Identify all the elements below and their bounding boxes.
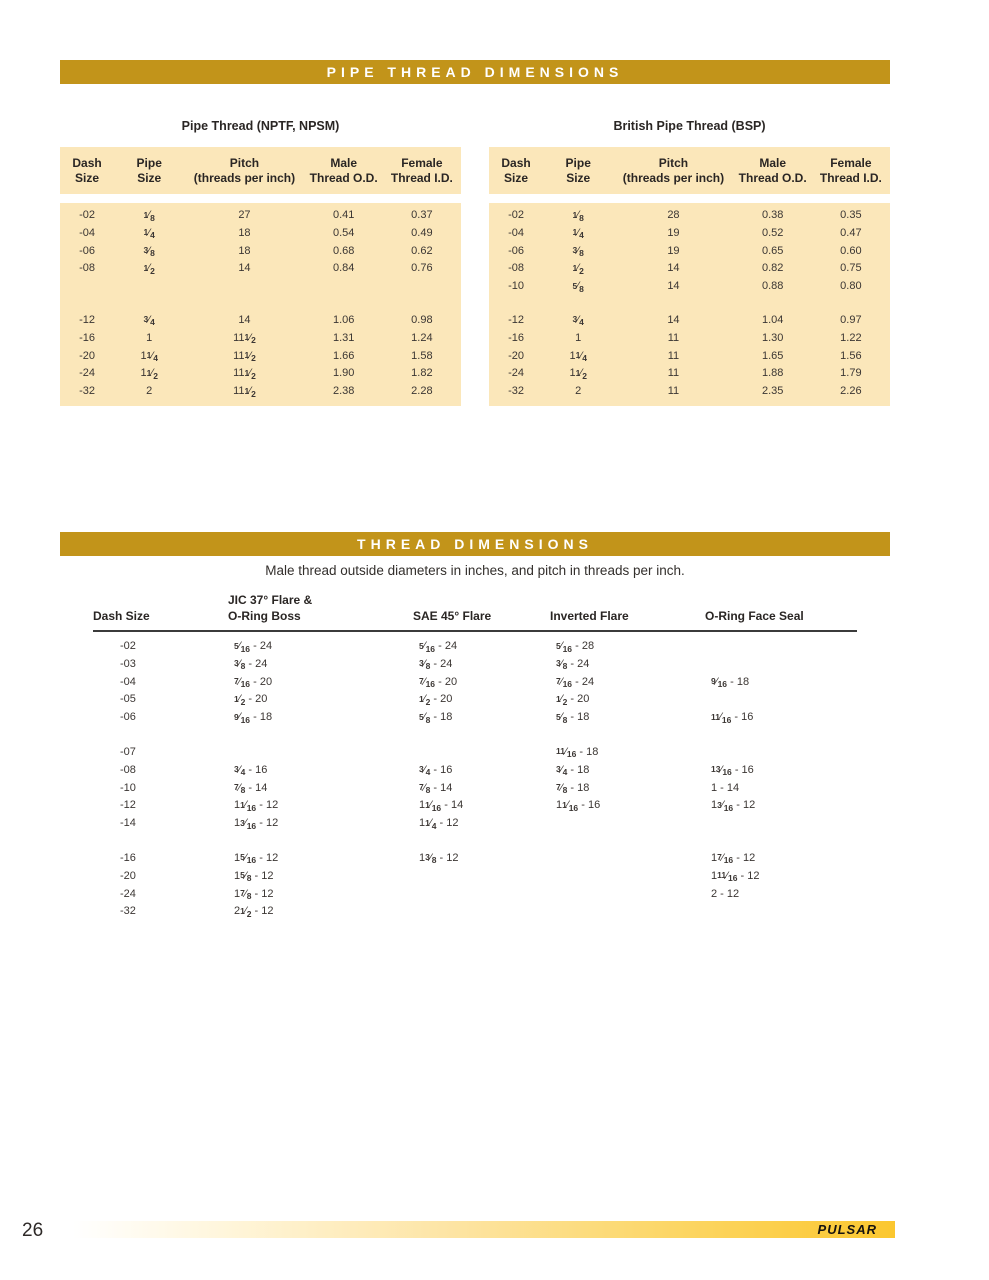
- thread-table-subtitle: Male thread outside diameters in inches, and pitch in threads per inch.: [265, 563, 685, 578]
- cell: 14: [238, 313, 251, 326]
- cell: [60, 278, 114, 296]
- cell: [705, 691, 857, 709]
- table-row: [489, 312, 890, 330]
- cell: $^7⁄_{16} - 20$: [419, 675, 458, 690]
- cell: $1^1⁄_2$: [569, 367, 587, 381]
- table-row: [93, 762, 857, 780]
- table-row: [489, 330, 890, 348]
- cell: $^{13}⁄_{16} - 16$: [711, 763, 754, 778]
- cell: -24: [79, 367, 96, 380]
- table-row: [60, 348, 461, 366]
- cell: -12: [79, 313, 96, 326]
- cell: 0.54: [332, 226, 355, 239]
- table-row: [489, 348, 890, 366]
- table-row: [489, 207, 890, 225]
- table-row: [60, 365, 461, 383]
- table-row: [60, 383, 461, 401]
- cell: 1.90: [332, 367, 355, 380]
- cell: $^1⁄_8$: [143, 209, 155, 223]
- cell: $1^5⁄_{16} - 12$: [234, 851, 279, 866]
- cell: 1.30: [761, 331, 784, 344]
- cell: 14: [667, 262, 680, 275]
- cell: [413, 886, 550, 904]
- cell: $11^1⁄_2$: [233, 385, 256, 399]
- cell: $^7⁄_8 - 14$: [234, 781, 268, 796]
- cell: -16: [120, 851, 136, 864]
- table-row: [93, 780, 857, 798]
- cell: $^3⁄_4$: [143, 313, 155, 328]
- cell: $1^3⁄_8 - 12$: [419, 851, 459, 866]
- thread-table-header: [93, 592, 857, 632]
- table-row: [93, 815, 857, 833]
- cell: 1 - 14: [711, 781, 740, 794]
- cell: 0.97: [840, 313, 862, 326]
- table-row: [489, 243, 890, 261]
- cell: $^1⁄_4$: [572, 226, 584, 241]
- cell: 0.68: [332, 244, 355, 257]
- table-row: [93, 709, 857, 727]
- cell: [705, 744, 857, 762]
- cell: $^3⁄_4 - 16$: [234, 763, 268, 778]
- cell: [413, 868, 550, 886]
- cell: -04: [120, 675, 136, 688]
- table-row: [60, 330, 461, 348]
- cell: -12: [120, 799, 136, 812]
- thread-dimensions-banner: [60, 532, 890, 556]
- cell: $^7⁄_{16} - 20$: [234, 675, 273, 690]
- cell: 0.62: [411, 244, 433, 257]
- cell: [184, 278, 304, 296]
- cell: 28: [667, 209, 680, 221]
- cell: -32: [508, 385, 525, 398]
- nptf-table-title: Pipe Thread (NPTF, NPSM): [181, 119, 340, 133]
- table-row: [60, 207, 461, 225]
- cell: 1: [146, 331, 153, 344]
- column-header: Pipe Size: [136, 155, 162, 185]
- cell: $11^1⁄_2$: [233, 331, 256, 346]
- cell: 1.82: [411, 367, 433, 380]
- cell: $^{11}⁄_{16} - 16$: [711, 711, 754, 725]
- cell: -06: [120, 711, 136, 724]
- table-row: [489, 260, 890, 278]
- cell: -32: [79, 385, 96, 398]
- cell: $1^1⁄_{16} - 14$: [419, 799, 464, 813]
- cell: -12: [508, 313, 525, 326]
- cell: [114, 278, 184, 296]
- cell: -02: [120, 640, 136, 652]
- cell: 0.47: [840, 226, 862, 239]
- cell: -04: [508, 226, 525, 239]
- cell: 14: [667, 313, 680, 326]
- cell: -03: [120, 657, 136, 670]
- column-header: JIC 37° Flare & O-Ring Boss: [228, 593, 313, 623]
- table-row: [93, 850, 857, 868]
- cell: $1^1⁄_{16} - 16$: [556, 799, 601, 813]
- cell: 1: [575, 331, 582, 344]
- cell: 2 - 12: [711, 887, 740, 900]
- table-body: [60, 203, 461, 406]
- cell: $^5⁄_{16} - 24$: [419, 640, 458, 654]
- thread-table-rows: [93, 638, 857, 921]
- table-row: [93, 691, 857, 709]
- cell: 1.04: [761, 313, 784, 326]
- cell: -32: [120, 905, 136, 918]
- cell: 1.31: [332, 331, 355, 344]
- row-group: [60, 207, 461, 296]
- cell: 1.79: [840, 367, 862, 380]
- cell: $^5⁄_{16} - 24$: [234, 640, 273, 654]
- column-header: SAE 45° Flare: [413, 609, 492, 623]
- cell: 0.60: [840, 244, 862, 257]
- cell: 0.80: [840, 280, 862, 293]
- column-header: Pitch (threads per inch): [622, 155, 725, 185]
- cell: -06: [508, 244, 525, 257]
- cell: -16: [79, 331, 96, 344]
- column-header: Male Thread O.D.: [738, 155, 807, 185]
- cell: -10: [120, 781, 136, 794]
- cell: [413, 744, 550, 762]
- table-header: [60, 147, 461, 194]
- pulsar-logo: PULSAR: [817, 1222, 877, 1237]
- table-row: [489, 383, 890, 401]
- table-row: [60, 260, 461, 278]
- table-row: [93, 868, 857, 886]
- cell: -08: [79, 262, 96, 275]
- section1-title: PIPE THREAD DIMENSIONS: [326, 64, 624, 80]
- table-row: [93, 744, 857, 762]
- cell: -08: [120, 763, 136, 776]
- cell: $1^1⁄_2$: [140, 367, 158, 381]
- cell: $^1⁄_2$: [143, 262, 155, 276]
- cell: $^5⁄_8 - 18$: [419, 711, 453, 725]
- table-row: [93, 903, 857, 921]
- cell: 0.49: [411, 226, 433, 239]
- cell: -24: [508, 367, 525, 380]
- cell: -02: [79, 209, 96, 221]
- nptf-table: [60, 147, 461, 406]
- cell: [383, 278, 461, 296]
- cell: 0.37: [411, 209, 433, 221]
- cell: 1.88: [761, 367, 784, 380]
- cell: 11: [667, 367, 680, 380]
- cell: [413, 903, 550, 921]
- bsp-table: [489, 147, 890, 406]
- cell: -14: [120, 817, 136, 830]
- table-body: [489, 203, 890, 406]
- cell: $11^1⁄_2$: [233, 367, 256, 381]
- cell: 0.84: [332, 262, 355, 275]
- cell: $^3⁄_8$: [143, 244, 155, 259]
- cell: 0.38: [761, 209, 784, 221]
- cell: 1.22: [840, 331, 862, 344]
- cell: $1^7⁄_{16} - 12$: [711, 851, 756, 866]
- cell: $1^3⁄_{16} - 12$: [711, 799, 756, 813]
- cell: $^1⁄_2$: [572, 262, 584, 276]
- cell: $^5⁄_8 - 18$: [556, 711, 590, 725]
- cell: $1^{11}⁄_{16} - 12$: [711, 869, 760, 884]
- cell: -20: [508, 349, 525, 362]
- cell: [705, 903, 857, 921]
- cell: 2: [146, 385, 153, 398]
- table-row: [93, 674, 857, 692]
- table-row: [489, 278, 890, 296]
- table-row: [60, 225, 461, 243]
- cell: 2: [575, 385, 582, 398]
- cell: $^1⁄_4$: [143, 226, 155, 241]
- cell: -24: [120, 887, 136, 900]
- cell: 1.66: [332, 349, 355, 362]
- pipe-thread-dimensions-banner: [60, 60, 890, 84]
- cell: [550, 903, 705, 921]
- column-header: Dash Size: [501, 155, 531, 185]
- cell: 19: [667, 226, 680, 239]
- column-header: Inverted Flare: [550, 609, 629, 623]
- column-header: Dash Size: [93, 609, 150, 623]
- bsp-table-title: British Pipe Thread (BSP): [613, 119, 766, 133]
- cell: 11: [667, 331, 680, 344]
- cell: $^1⁄_2 - 20$: [419, 693, 453, 707]
- cell: $1^1⁄_4$: [140, 349, 158, 364]
- cell: $1^1⁄_4$: [569, 349, 587, 364]
- cell: $^7⁄_8 - 18$: [556, 781, 590, 796]
- cell: 0.76: [411, 262, 433, 275]
- cell: 1.65: [761, 349, 784, 362]
- cell: $^5⁄_{16} - 28$: [556, 640, 595, 654]
- cell: [705, 656, 857, 674]
- cell: [550, 850, 705, 868]
- column-header: Dash Size: [72, 155, 102, 185]
- cell: 0.65: [761, 244, 784, 257]
- cell: $^3⁄_4$: [572, 313, 584, 328]
- cell: 2.26: [840, 385, 862, 398]
- cell: -10: [508, 280, 525, 293]
- cell: $^1⁄_8$: [572, 209, 584, 223]
- cell: [550, 886, 705, 904]
- table-row: [489, 365, 890, 383]
- cell: 19: [667, 244, 680, 257]
- cell: 1.06: [332, 313, 355, 326]
- cell: $^9⁄_{16} - 18$: [711, 675, 750, 690]
- cell: $^{11}⁄_{16} - 18$: [556, 745, 599, 760]
- cell: $^3⁄_8 - 24$: [419, 657, 453, 672]
- row-group: [93, 850, 857, 921]
- cell: $11^1⁄_2$: [233, 349, 256, 364]
- cell: $^3⁄_4 - 18$: [556, 763, 590, 778]
- table-row: [489, 225, 890, 243]
- row-group: [60, 312, 461, 401]
- column-header: Pipe Size: [565, 155, 591, 185]
- cell: 27: [238, 209, 251, 221]
- cell: $1^7⁄_8 - 12$: [234, 887, 274, 902]
- cell: 1.56: [840, 349, 862, 362]
- cell: 2.38: [332, 385, 355, 398]
- table-row: [60, 243, 461, 261]
- cell: $2^1⁄_2 - 12$: [234, 905, 274, 919]
- table-row: [93, 656, 857, 674]
- cell: $^1⁄_2 - 20$: [234, 693, 268, 707]
- cell: [550, 815, 705, 833]
- cell: $^3⁄_4 - 16$: [419, 763, 453, 778]
- cell: -08: [508, 262, 525, 275]
- cell: 1.24: [411, 331, 433, 344]
- cell: [705, 815, 857, 833]
- cell: -20: [79, 349, 96, 362]
- pipe-thread-tables: [60, 147, 890, 406]
- column-header: Female Thread I.D.: [390, 155, 453, 185]
- cell: $1^3⁄_{16} - 12$: [234, 817, 279, 831]
- cell: $^7⁄_{16} - 24$: [556, 675, 595, 690]
- cell: [705, 638, 857, 656]
- cell: 2.35: [761, 385, 784, 398]
- cell: 18: [238, 226, 251, 239]
- cell: 18: [238, 244, 251, 257]
- cell: [305, 278, 383, 296]
- cell: 11: [667, 385, 680, 398]
- cell: $1^1⁄_4 - 12$: [419, 817, 459, 831]
- cell: $1^1⁄_{16} - 12$: [234, 799, 279, 813]
- cell: $^3⁄_8 - 24$: [556, 657, 590, 672]
- column-header: O-Ring Face Seal: [705, 609, 804, 623]
- cell: 0.35: [840, 209, 862, 221]
- cell: $^9⁄_{16} - 18$: [234, 711, 273, 725]
- cell: $^1⁄_2 - 20$: [556, 693, 590, 707]
- row-group: [489, 207, 890, 296]
- cell: 14: [238, 262, 251, 275]
- cell: -02: [508, 209, 525, 221]
- footer-gradient-bar: [73, 1221, 895, 1238]
- table-row: [93, 638, 857, 656]
- column-header: Female Thread I.D.: [819, 155, 882, 185]
- cell: 14: [667, 280, 680, 293]
- section2-title: THREAD DIMENSIONS: [357, 536, 593, 552]
- cell: $^3⁄_8 - 24$: [234, 657, 268, 672]
- cell: -16: [508, 331, 525, 344]
- cell: 2.28: [411, 385, 433, 398]
- cell: -06: [79, 244, 96, 257]
- cell: 1.58: [411, 349, 433, 362]
- cell: 0.82: [761, 262, 784, 275]
- cell: 11: [667, 349, 680, 362]
- cell: [550, 868, 705, 886]
- cell: $^7⁄_8 - 14$: [419, 781, 453, 796]
- cell: 0.52: [761, 226, 784, 239]
- table-row: [60, 278, 461, 296]
- cell: -05: [120, 693, 136, 706]
- cell: 0.98: [411, 313, 433, 326]
- cell: -20: [120, 869, 136, 882]
- cell: -07: [120, 745, 136, 758]
- table-row: [93, 886, 857, 904]
- cell: 0.88: [761, 280, 784, 293]
- cell: $^3⁄_8$: [572, 244, 584, 259]
- cell: 0.41: [332, 209, 355, 221]
- row-group: [489, 312, 890, 401]
- cell: 0.75: [840, 262, 862, 275]
- table-row: [60, 312, 461, 330]
- column-header: Pitch (threads per inch): [193, 155, 296, 185]
- cell: -04: [79, 226, 96, 239]
- row-group: [93, 744, 857, 833]
- row-group: [93, 638, 857, 727]
- page-number: 26: [22, 1220, 44, 1241]
- cell: [228, 744, 413, 762]
- table-row: [93, 797, 857, 815]
- table-header: [489, 147, 890, 194]
- cell: $1^5⁄_8 - 12$: [234, 869, 274, 884]
- cell: $^5⁄_8$: [572, 280, 584, 294]
- pipe-table-titles: [60, 119, 890, 133]
- column-header: Male Thread O.D.: [309, 155, 378, 185]
